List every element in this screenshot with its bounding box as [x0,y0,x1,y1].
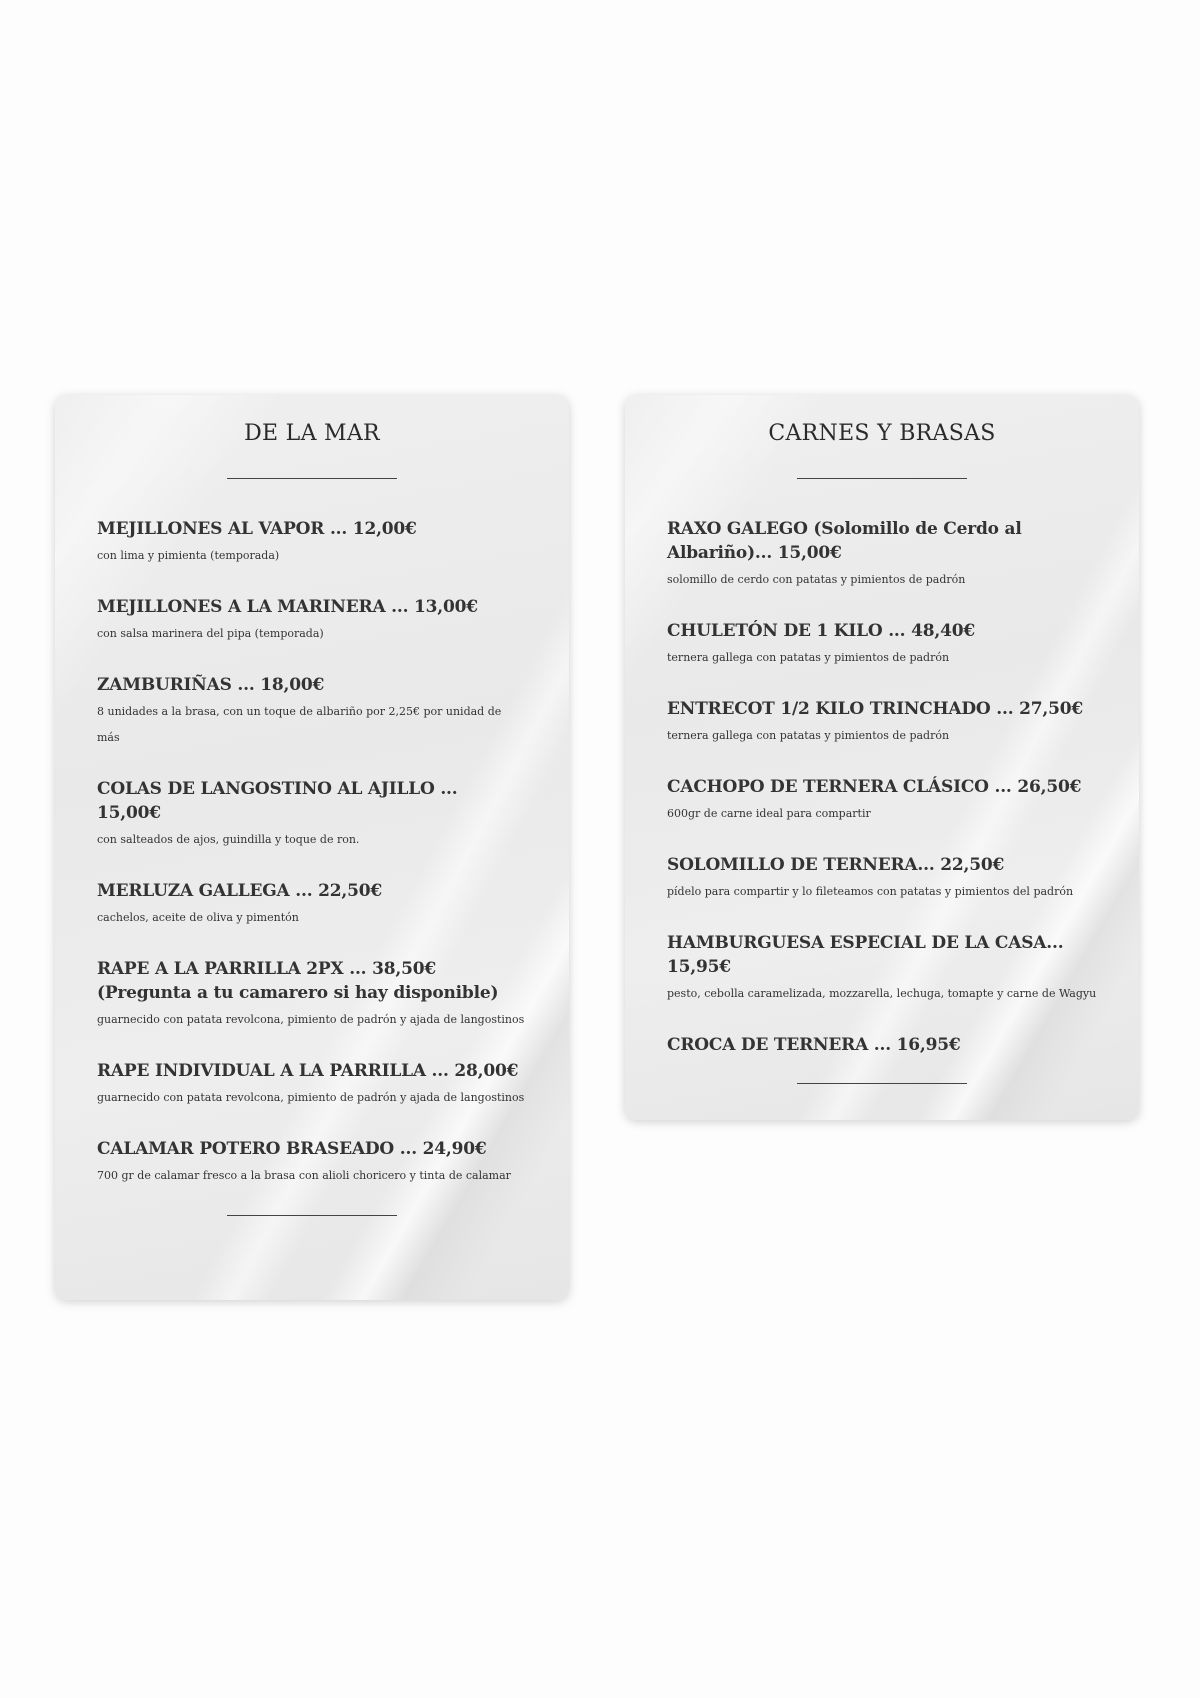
menu-item-title: RAPE A LA PARRILLA 2PX ... 38,50€ (Pregunta a tu camarero si hay disponible) [97,959,499,1003]
menu-item-description: guarnecido con patata revolcona, pimiento de padrón y ajada de langostinos [97,1013,525,1026]
menu-item-description: ternera gallega con patatas y pimientos de padrón [667,729,950,742]
menu-item [97,879,527,931]
menu-item-title: CHULETÓN DE 1 KILO ... 48,40€ [667,621,975,641]
menu-card-carnes-y-brasas [625,395,1139,1120]
menu-item [97,1059,527,1111]
menu-card-de-la-mar [55,395,569,1300]
menu-item-title: SOLOMILLO DE TERNERA... 22,50€ [667,855,1005,875]
menu-item-description: 8 unidades a la brasa, con un toque de albariño por 2,25€ por unidad de más [97,705,502,744]
menu-item-title: CALAMAR POTERO BRASEADO ... 24,90€ [97,1139,487,1159]
menu-item [667,619,1097,671]
menu-item-title: RAXO GALEGO (Solomillo de Cerdo al Albariño)... 15,00€ [667,519,1022,563]
menu-item-title: COLAS DE LANGOSTINO AL AJILLO ... 15,00€ [97,779,458,823]
menu-item [667,931,1097,1007]
menu-items [55,479,569,1189]
menu-item [667,1033,1097,1057]
menu-item [667,697,1097,749]
menu-item [97,1137,527,1189]
menu-item [97,517,527,569]
menu-item-description: con salteados de ajos, guindilla y toque de ron. [97,833,360,846]
menu-item-title: CROCA DE TERNERA ... 16,95€ [667,1035,961,1055]
section-title: DE LA MAR [244,421,380,446]
menu-item-title: HAMBURGUESA ESPECIAL DE LA CASA... 15,95€ [667,933,1064,977]
menu-item-title: MEJILLONES AL VAPOR ... 12,00€ [97,519,417,539]
menu-item [97,957,527,1033]
menu-item-title: ZAMBURIÑAS ... 18,00€ [97,675,325,695]
menu-item [97,673,527,751]
menu-items [625,479,1139,1057]
menu-item-description: pídelo para compartir y lo fileteamos con patatas y pimientos del padrón [667,885,1074,898]
menu-item [667,853,1097,905]
menu-item-description: con lima y pimienta (temporada) [97,549,280,562]
menu-item [667,775,1097,827]
menu-item [97,777,527,853]
menu-item-description: solomillo de cerdo con patatas y pimientos de padrón [667,573,966,586]
menu-item-title: RAPE INDIVIDUAL A LA PARRILLA ... 28,00€ [97,1061,519,1081]
menu-item-title: CACHOPO DE TERNERA CLÁSICO ... 26,50€ [667,777,1082,797]
menu-item-description: pesto, cebolla caramelizada, mozzarella, lechuga, tomapte y carne de Wagyu [667,987,1097,1000]
menu-item-description: ternera gallega con patatas y pimientos de padrón [667,651,950,664]
menu-item-description: con salsa marinera del pipa (temporada) [97,627,324,640]
divider [797,1083,967,1084]
section-title: CARNES Y BRASAS [768,421,996,446]
menu-item [97,595,527,647]
menu-item-title: MEJILLONES A LA MARINERA ... 13,00€ [97,597,478,617]
menu-item-title: MERLUZA GALLEGA ... 22,50€ [97,881,383,901]
menu-item-description: cachelos, aceite de oliva y pimentón [97,911,299,924]
menu-item [667,517,1097,593]
menu-item-description: 600gr de carne ideal para compartir [667,807,871,820]
menu-item-description: guarnecido con patata revolcona, pimiento de padrón y ajada de langostinos [97,1091,525,1104]
menu-item-title: ENTRECOT 1/2 KILO TRINCHADO ... 27,50€ [667,699,1083,719]
divider [227,1215,397,1216]
menu-item-description: 700 gr de calamar fresco a la brasa con alioli choricero y tinta de calamar [97,1169,511,1182]
